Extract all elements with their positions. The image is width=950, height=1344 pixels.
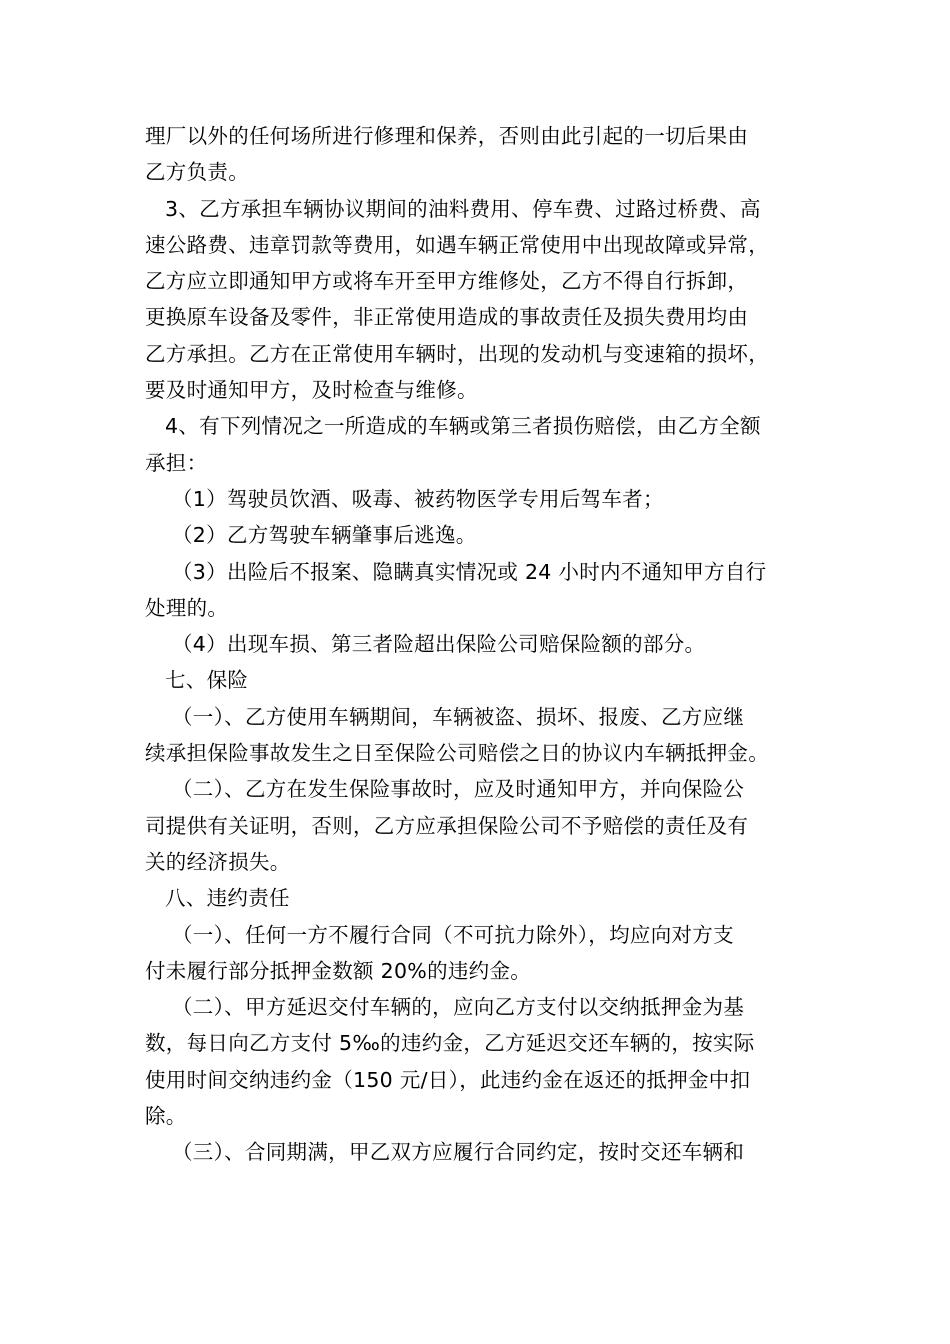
paragraph-start: （一）、任何一方不履行合同（不可抗力除外），均应向对方支 (172, 922, 734, 947)
text-line: 更换原车设备及零件，非正常使用造成的事故责任及损失费用均由 (145, 305, 749, 330)
text-line: 司提供有关证明，否则，乙方应承担保险公司不予赔偿的责任及有 (145, 813, 749, 838)
text-line: 速公路费、违章罚款等费用，如遇车辆正常使用中出现故障或异常， (145, 232, 769, 257)
text-line: 使用时间交纳违约金（150 元/日），此违约金在返还的抵押金中扣 (145, 1067, 751, 1092)
section-heading-insurance: 七、保险 (165, 668, 249, 693)
list-item: （3）出险后不报案、隐瞒真实情况或 24 小时内不通知甲方自行 (172, 559, 767, 584)
text-line: 要及时通知甲方，及时检查与维修。 (145, 378, 478, 403)
text-line: 处理的。 (145, 595, 229, 620)
paragraph-start: （一）、乙方使用车辆期间，车辆被盗、损坏、报废、乙方应继 (172, 704, 745, 729)
text-line: 理厂以外的任何场所进行修理和保养，否则由此引起的一切后果由 (145, 124, 749, 148)
text-line: 数，每日向乙方支付 5‰的违约金，乙方延迟交还车辆的，按实际 (145, 1031, 755, 1056)
text-line: 关的经济损失。 (145, 849, 291, 874)
list-item: （4）出现车损、第三者险超出保险公司赔保险额的部分。 (172, 632, 706, 657)
text-line: 承担： (145, 450, 208, 475)
clause-4-heading: 4、有下列情况之一所造成的车辆或第三者损伤赔偿，由乙方全额 (165, 414, 761, 439)
text-line: 乙方负责。 (145, 160, 249, 185)
paragraph-start: （三）、合同期满，甲乙双方应履行合同约定，按时交还车辆和 (172, 1140, 745, 1165)
list-item: （1）驾驶员饮酒、吸毒、被药物医学专用后驾车者； (172, 486, 664, 511)
section-heading-breach: 八、违约责任 (165, 886, 290, 911)
clause-3-heading: 3、乙方承担车辆协议期间的油料费用、停车费、过路过桥费、高 (165, 196, 761, 221)
list-item: （2）乙方驾驶车辆肇事后逃逸。 (172, 523, 477, 548)
paragraph-start: （二）、乙方在发生保险事故时，应及时通知甲方，并向保险公 (172, 777, 745, 802)
text-line: 除。 (145, 1104, 187, 1129)
text-line: 付未履行部分抵押金数额 20%的违约金。 (145, 958, 532, 983)
paragraph-start: （二）、甲方延迟交付车辆的，应向乙方支付以交纳抵押金为基 (172, 995, 745, 1020)
text-line: 乙方应立即通知甲方或将车开至甲方维修处，乙方不得自行拆卸， (145, 269, 749, 294)
text-line: 续承担保险事故发生之日至保险公司赔偿之日的协议内车辆抵押金。 (145, 741, 769, 766)
text-line: 乙方承担。乙方在正常使用车辆时，出现的发动机与变速箱的损坏， (145, 341, 769, 366)
document-body (145, 118, 810, 1171)
